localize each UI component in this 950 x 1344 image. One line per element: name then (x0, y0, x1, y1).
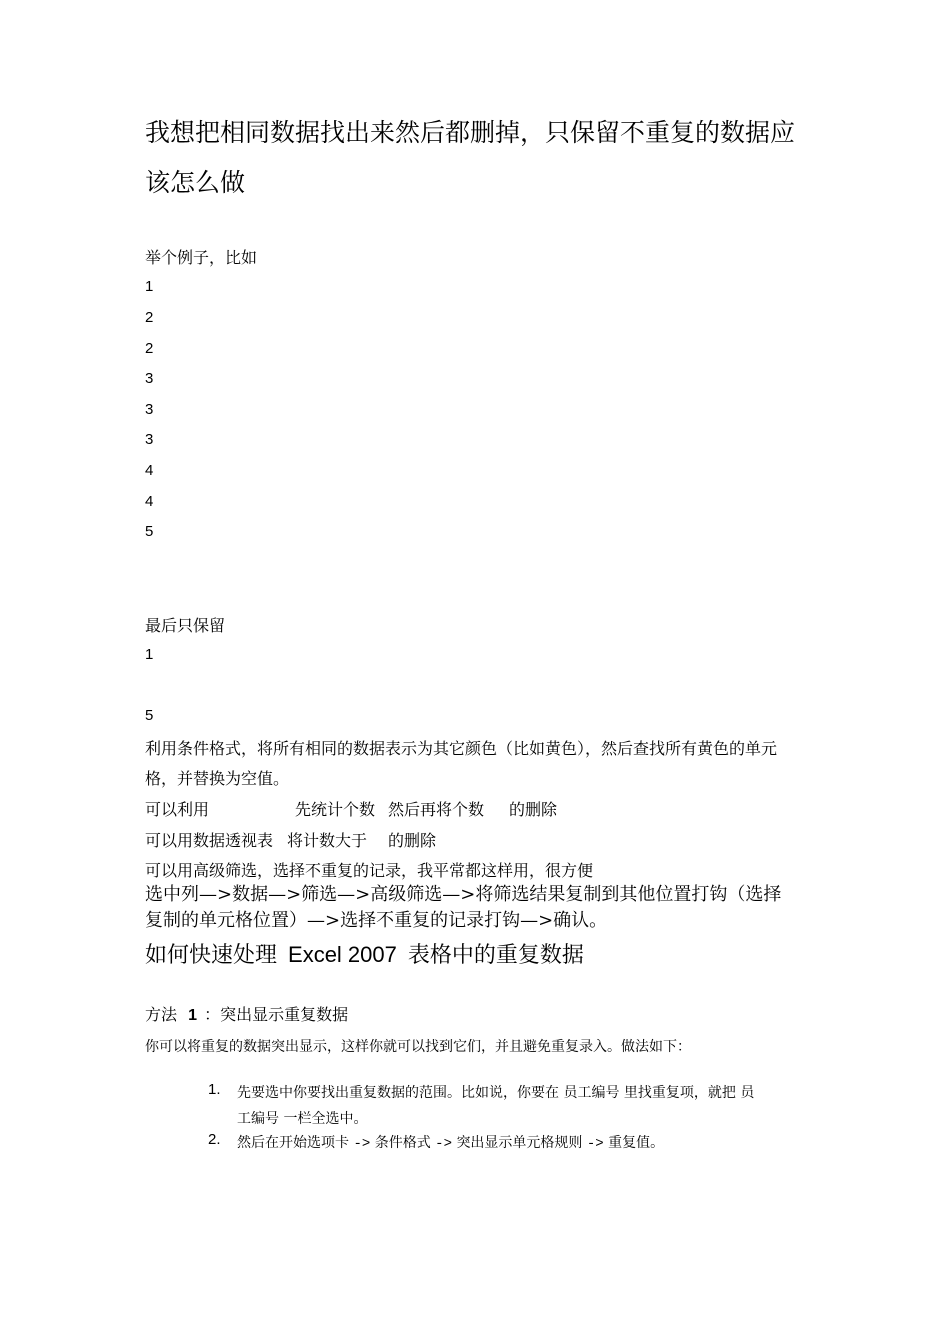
result-number: 5 (145, 707, 154, 724)
arrow-text: -> (353, 1136, 371, 1152)
step-2-part-4: 重复值。 (608, 1135, 665, 1151)
example-number: 4 (145, 462, 154, 479)
step-number: 2. (208, 1131, 221, 1148)
answer-5-line-1: 选中列—>数据—>筛选—>高级筛选—>将筛选结果复制到其他位置打钩（选择 (145, 884, 782, 905)
section-heading-pre: 如何快速处理 (145, 943, 278, 968)
method-heading (145, 1002, 348, 1025)
example-number: 2 (145, 309, 154, 326)
step-2-text (237, 1132, 664, 1152)
section-heading-excel: Excel 2007 (288, 942, 397, 967)
step-2-part-1: 然后在开始选项卡 (237, 1135, 349, 1151)
answer-4: 可以用高级筛选，选择不重复的记录，我平常都这样用，很方便 (145, 861, 594, 880)
answer-3-part-2: 将计数大于 (287, 831, 368, 850)
answer-1-line-2: 格，并替换为空值。 (145, 769, 290, 788)
arrow-text: -> (435, 1136, 452, 1152)
answer-2-part-2: 先统计个数 (295, 800, 376, 819)
section-heading-post: 表格中的重复数据 (407, 943, 584, 968)
answer-3-part-3: 的删除 (388, 831, 437, 850)
example-number: 2 (145, 340, 154, 357)
example-number: 5 (145, 523, 154, 540)
step-number: 1. (208, 1081, 221, 1098)
example-number: 3 (145, 370, 154, 387)
method-number: 1 (188, 1007, 198, 1024)
step-2-part-2: 条件格式 (374, 1135, 431, 1151)
answer-2-part-1: 可以利用 (145, 800, 210, 819)
step-1-line-1: 先要选中你要找出重复数据的范围。比如说，你要在 员工编号 里找重复项，就把 员 (237, 1085, 755, 1101)
method-post: ：突出显示重复数据 (204, 1005, 349, 1024)
result-number: 1 (145, 646, 154, 663)
title-line-2: 该怎么做 (145, 168, 246, 197)
example-number: 3 (145, 431, 154, 448)
example-intro: 举个例子，比如 (145, 248, 258, 267)
method-description: 你可以将重复的数据突出显示，这样你就可以找到它们，并且避免重复录入。做法如下： (145, 1039, 691, 1055)
arrow-text: -> (586, 1136, 604, 1152)
title-line-1: 我想把相同数据找出来然后都删掉，只保留不重复的数据应 (145, 118, 796, 147)
section-heading (145, 938, 584, 969)
example-number: 3 (145, 401, 154, 418)
answer-3-part-1: 可以用数据透视表 (145, 831, 274, 850)
result-label: 最后只保留 (145, 616, 226, 635)
answer-2-part-4: 的删除 (509, 800, 558, 819)
step-2-part-3: 突出显示单元格规则 (456, 1135, 583, 1151)
answer-2-part-3: 然后再将个数 (388, 800, 485, 819)
example-number: 4 (145, 493, 154, 510)
method-pre: 方法 (145, 1005, 178, 1024)
step-1-line-2: 工编号 一栏全选中。 (237, 1111, 368, 1127)
answer-1-line-1: 利用条件格式，将所有相同的数据表示为其它颜色（比如黄色），然后查找所有黄色的单元 (145, 739, 778, 758)
answer-5-line-2: 复制的单元格位置）—>选择不重复的记录打钩—>确认。 (145, 910, 608, 931)
example-number: 1 (145, 278, 154, 295)
